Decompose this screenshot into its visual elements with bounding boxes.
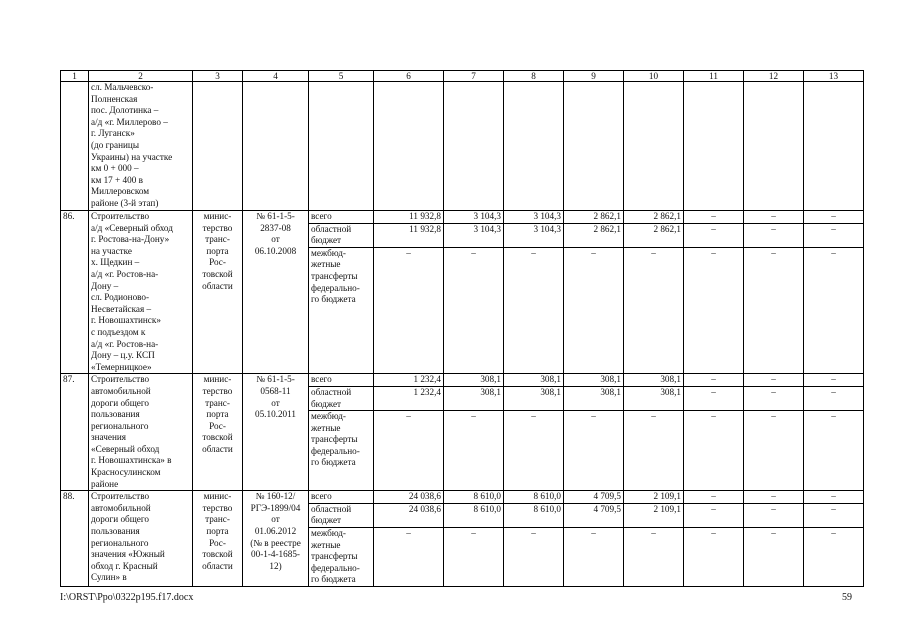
value-cell: – bbox=[374, 528, 444, 587]
value-cell: 8 610,0 bbox=[504, 491, 564, 504]
value-cell: 11 932,8 bbox=[374, 223, 444, 247]
funding-source-cell: областной бюджет bbox=[309, 223, 374, 247]
value-cell: 308,1 bbox=[444, 386, 504, 410]
value-cell: – bbox=[744, 374, 804, 387]
value-cell: 2 862,1 bbox=[564, 223, 624, 247]
value-cell: 2 862,1 bbox=[624, 211, 684, 224]
funding-source-cell: межбюд- жетные трансферты федерально- го бюджета bbox=[309, 411, 374, 491]
value-cell: – bbox=[804, 528, 864, 587]
header-cell: 4 bbox=[243, 71, 309, 82]
document-ref-cell: № 160-12/ РГЭ-1899/04 от 01.06.2012 (№ в реестре 00-1-4-1685- 12) bbox=[243, 491, 309, 587]
value-cell: – bbox=[804, 223, 864, 247]
header-cell: 6 bbox=[374, 71, 444, 82]
funding-source-cell: межбюд- жетные трансферты федерально- го бюджета bbox=[309, 528, 374, 587]
value-cell: 1 232,4 bbox=[374, 374, 444, 387]
value-cell: – bbox=[504, 411, 564, 491]
value-cell: – bbox=[744, 491, 804, 504]
empty-cell bbox=[309, 82, 374, 211]
value-cell: – bbox=[684, 411, 744, 491]
value-cell: 308,1 bbox=[624, 374, 684, 387]
header-cell: 5 bbox=[309, 71, 374, 82]
value-cell: – bbox=[744, 386, 804, 410]
value-cell: 4 709,5 bbox=[564, 491, 624, 504]
funding-source-cell: всего bbox=[309, 491, 374, 504]
value-cell: – bbox=[804, 211, 864, 224]
value-cell: – bbox=[804, 374, 864, 387]
header-cell: 2 bbox=[89, 71, 193, 82]
value-cell: 308,1 bbox=[504, 374, 564, 387]
header-cell: 8 bbox=[504, 71, 564, 82]
value-cell: 308,1 bbox=[564, 386, 624, 410]
value-cell: – bbox=[744, 247, 804, 374]
value-cell: – bbox=[624, 247, 684, 374]
value-cell: – bbox=[744, 503, 804, 527]
value-cell: 11 932,8 bbox=[374, 211, 444, 224]
empty-cell bbox=[504, 82, 564, 211]
empty-cell bbox=[684, 82, 744, 211]
value-cell: – bbox=[504, 247, 564, 374]
value-cell: 3 104,3 bbox=[504, 223, 564, 247]
funding-source-cell: областной бюджет bbox=[309, 386, 374, 410]
value-cell: – bbox=[684, 491, 744, 504]
value-cell: 308,1 bbox=[564, 374, 624, 387]
value-cell: 308,1 bbox=[504, 386, 564, 410]
header-cell: 10 bbox=[624, 71, 684, 82]
empty-cell bbox=[744, 82, 804, 211]
empty-cell bbox=[804, 82, 864, 211]
document-ref-cell: № 61-1-5- 2837-08 от 06.10.2008 bbox=[243, 211, 309, 374]
value-cell: – bbox=[684, 211, 744, 224]
empty-cell bbox=[564, 82, 624, 211]
empty-cell bbox=[243, 82, 309, 211]
value-cell: – bbox=[804, 247, 864, 374]
value-cell: – bbox=[684, 374, 744, 387]
value-cell: – bbox=[684, 247, 744, 374]
funding-source-cell: всего bbox=[309, 374, 374, 387]
value-cell: 308,1 bbox=[624, 386, 684, 410]
object-name-cell: Строительство а/д «Северный обход г. Ростова-на-Дону» на участке х. Щедкин – а/д «г. Ростов-на- Дону – сл. Родионово- Несветайская – г. Новошахтинск» с подъездом к а/д «г. Ростов-на- Дону – ц.у. КСП «Темерницкое» bbox=[89, 211, 193, 374]
footer-page-number: 59 bbox=[842, 592, 852, 603]
value-cell: 3 104,3 bbox=[444, 223, 504, 247]
value-cell: – bbox=[444, 411, 504, 491]
value-cell: – bbox=[744, 528, 804, 587]
value-cell: 308,1 bbox=[444, 374, 504, 387]
continuation-row bbox=[61, 82, 864, 211]
value-cell: 2 109,1 bbox=[624, 491, 684, 504]
value-cell: – bbox=[504, 528, 564, 587]
value-cell: – bbox=[624, 528, 684, 587]
funding-source-cell: всего bbox=[309, 211, 374, 224]
row-number: 88. bbox=[61, 491, 89, 587]
table-row bbox=[61, 211, 864, 224]
value-cell: – bbox=[564, 528, 624, 587]
header-cell: 11 bbox=[684, 71, 744, 82]
value-cell: – bbox=[444, 247, 504, 374]
value-cell: 8 610,0 bbox=[504, 503, 564, 527]
value-cell: – bbox=[804, 503, 864, 527]
table-row bbox=[61, 374, 864, 387]
value-cell: – bbox=[684, 528, 744, 587]
responsible-org-cell: минис- терство транс- порта Рос- товской области bbox=[193, 211, 243, 374]
empty-cell bbox=[61, 82, 89, 211]
row-number: 86. bbox=[61, 211, 89, 374]
header-cell: 9 bbox=[564, 71, 624, 82]
value-cell: – bbox=[624, 411, 684, 491]
value-cell: – bbox=[744, 411, 804, 491]
value-cell: 2 862,1 bbox=[624, 223, 684, 247]
value-cell: – bbox=[744, 223, 804, 247]
funding-source-cell: областной бюджет bbox=[309, 503, 374, 527]
value-cell: – bbox=[744, 211, 804, 224]
value-cell: 1 232,4 bbox=[374, 386, 444, 410]
document-ref-cell: № 61-1-5- 0568-11 от 05.10.2011 bbox=[243, 374, 309, 491]
value-cell: – bbox=[684, 386, 744, 410]
value-cell: – bbox=[804, 411, 864, 491]
value-cell: 3 104,3 bbox=[504, 211, 564, 224]
funding-source-cell: межбюд- жетные трансферты федерально- го бюджета bbox=[309, 247, 374, 374]
value-cell: 3 104,3 bbox=[444, 211, 504, 224]
empty-cell bbox=[193, 82, 243, 211]
object-name-cell: Строительство автомобильной дороги общего пользования регионального значения «Южный обход г. Красный Сулин» в bbox=[89, 491, 193, 587]
empty-cell bbox=[444, 82, 504, 211]
responsible-org-cell: минис- терство транс- порта Рос- товской области bbox=[193, 491, 243, 587]
header-row bbox=[61, 71, 864, 82]
value-cell: – bbox=[804, 386, 864, 410]
value-cell: – bbox=[374, 411, 444, 491]
empty-cell bbox=[374, 82, 444, 211]
header-cell: 7 bbox=[444, 71, 504, 82]
value-cell: 2 109,1 bbox=[624, 503, 684, 527]
footer-file-path: I:\ORST\Ppo\0322p195.f17.docx bbox=[60, 592, 194, 603]
object-name-cell: Строительство автомобильной дороги общего пользования регионального значения «Северный обход г. Новошахтинска» в Красносулинском районе bbox=[89, 374, 193, 491]
value-cell: 2 862,1 bbox=[564, 211, 624, 224]
value-cell: – bbox=[444, 528, 504, 587]
value-cell: 24 038,6 bbox=[374, 491, 444, 504]
value-cell: – bbox=[564, 411, 624, 491]
empty-cell bbox=[624, 82, 684, 211]
value-cell: – bbox=[374, 247, 444, 374]
row-number: 87. bbox=[61, 374, 89, 491]
value-cell: – bbox=[564, 247, 624, 374]
value-cell: – bbox=[684, 503, 744, 527]
value-cell: 8 610,0 bbox=[444, 503, 504, 527]
header-cell: 13 bbox=[804, 71, 864, 82]
value-cell: 8 610,0 bbox=[444, 491, 504, 504]
value-cell: – bbox=[684, 223, 744, 247]
responsible-org-cell: минис- терство транс- порта Рос- товской области bbox=[193, 374, 243, 491]
header-cell: 12 bbox=[744, 71, 804, 82]
value-cell: 24 038,6 bbox=[374, 503, 444, 527]
header-cell: 3 bbox=[193, 71, 243, 82]
header-cell: 1 bbox=[61, 71, 89, 82]
value-cell: 4 709,5 bbox=[564, 503, 624, 527]
value-cell: – bbox=[804, 491, 864, 504]
object-name-cell: сл. Мальчевско- Полненская пос. Долотинка – а/д «г. Миллерово – г. Луганск» (до границы Украины) на участке км 0 + 000 – км 17 + 400 в Миллеровском районе (3-й этап) bbox=[89, 82, 193, 211]
table-row bbox=[61, 491, 864, 504]
program-table bbox=[60, 70, 864, 587]
